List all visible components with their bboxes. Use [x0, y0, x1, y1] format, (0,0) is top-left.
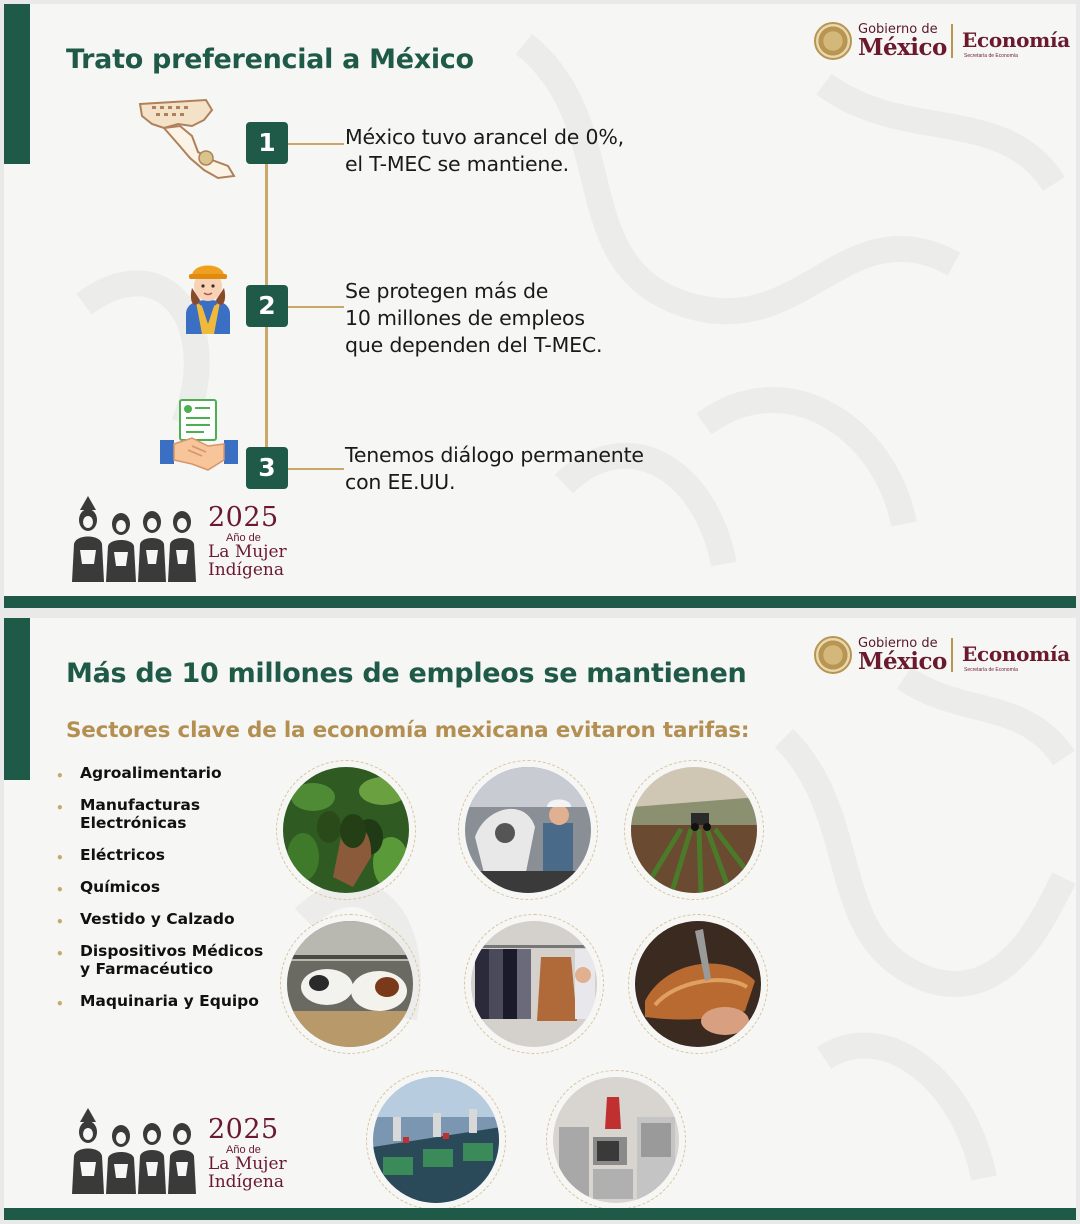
tractor-field-photo — [624, 760, 764, 900]
sector-label: Vestido y Calzado — [80, 910, 235, 928]
circuit-board-photo — [366, 1070, 506, 1210]
step-connector-3 — [288, 468, 344, 470]
sector-item — [56, 878, 276, 896]
automotive-image — [465, 767, 591, 893]
bullet-icon: • — [56, 997, 64, 1011]
sector-item — [56, 764, 276, 782]
step-text-2: Se protegen más de 10 millones de empleos que dependen del T-MEC. — [345, 279, 603, 357]
indigenous-women-illustration — [66, 1106, 204, 1194]
logo-economia: Economía — [962, 28, 1070, 52]
bullet-icon: • — [56, 915, 64, 929]
sector-list — [56, 764, 276, 1024]
bottom-bar — [4, 1208, 1076, 1220]
clothing-image — [471, 921, 597, 1047]
page-title: Trato preferencial a México — [66, 44, 474, 75]
sector-label: Agroalimentario — [80, 764, 222, 782]
bullet-icon: • — [56, 947, 64, 961]
sector-label: Maquinaria y Equipo — [80, 992, 259, 1010]
ano-mujer-indigena-badge — [66, 1106, 296, 1196]
avocado-photo — [276, 760, 416, 900]
badge-indigena: Indígena — [208, 560, 285, 580]
clothing-rack-photo — [464, 914, 604, 1054]
badge-la-mujer: La Mujer — [208, 1154, 287, 1174]
bullet-icon: • — [56, 851, 64, 865]
dairy-cows-photo — [280, 914, 420, 1054]
ano-mujer-indigena-badge — [66, 494, 296, 584]
page-title: Más de 10 millones de empleos se mantienen — [66, 658, 747, 689]
circuit-image — [373, 1077, 499, 1203]
badge-indigena: Indígena — [208, 1172, 285, 1192]
bullet-icon: • — [56, 769, 64, 783]
badge-year: 2025 — [208, 1114, 279, 1145]
bullet-icon: • — [56, 883, 64, 897]
accent-bar — [4, 618, 30, 780]
national-seal-icon — [814, 636, 852, 674]
step-connector-1 — [288, 143, 344, 145]
step-number-3: 3 — [246, 447, 288, 489]
logo-economia: Economía — [962, 642, 1070, 666]
map-mexico-usa-icon — [134, 96, 244, 182]
page-subtitle: Sectores clave de la economía mexicana evitaron tarifas: — [66, 718, 750, 743]
shoe-leather-photo — [628, 914, 768, 1054]
badge-la-mujer: La Mujer — [208, 542, 287, 562]
appliances-image — [553, 1077, 679, 1203]
logo-divider — [951, 638, 953, 672]
step-text-3: Tenemos diálogo permanente con EE.UU. — [345, 443, 644, 494]
shoe-image — [635, 921, 761, 1047]
badge-ano-de: Año de — [226, 1144, 261, 1156]
sector-label: Químicos — [80, 878, 161, 896]
step-number-2: 2 — [246, 285, 288, 327]
logo-gobierno-big: México — [858, 34, 947, 61]
automotive-robot-photo — [458, 760, 598, 900]
sector-item — [56, 796, 276, 832]
bottom-bar — [4, 596, 1076, 608]
sector-label: Manufacturas Electrónicas — [80, 796, 201, 832]
badge-ano-de: Año de — [226, 532, 261, 544]
step-connector-2 — [288, 306, 344, 308]
logo-gobierno-big: México — [858, 648, 947, 675]
cows-image — [287, 921, 413, 1047]
indigenous-women-illustration — [66, 494, 204, 582]
logo-gobierno-small: Gobierno de — [858, 22, 938, 37]
badge-year: 2025 — [208, 502, 279, 533]
worker-icon — [178, 254, 238, 334]
sector-label: Eléctricos — [80, 846, 166, 864]
appliances-photo — [546, 1070, 686, 1210]
slide-trato-preferencial — [4, 4, 1076, 608]
bullet-icon: • — [56, 801, 64, 815]
sector-item — [56, 846, 276, 864]
logo-economia-small: Secretaría de Economía — [964, 667, 1018, 673]
sector-item — [56, 992, 276, 1010]
sector-item — [56, 942, 276, 978]
gobierno-economia-logo — [814, 18, 1070, 64]
accent-bar — [4, 4, 30, 164]
logo-economia-small: Secretaría de Economía — [964, 53, 1018, 59]
avocado-image — [283, 767, 409, 893]
slide-empleos — [4, 618, 1076, 1220]
logo-gobierno-small: Gobierno de — [858, 636, 938, 651]
sector-item — [56, 910, 276, 928]
logo-divider — [951, 24, 953, 58]
handshake-document-icon — [158, 398, 240, 474]
sector-label: Dispositivos Médicos y Farmacéutico — [80, 942, 264, 978]
step-number-1: 1 — [246, 122, 288, 164]
tractor-image — [631, 767, 757, 893]
gobierno-economia-logo — [814, 632, 1070, 678]
step-text-1: México tuvo arancel de 0%, el T-MEC se mantiene. — [345, 125, 624, 176]
national-seal-icon — [814, 22, 852, 60]
